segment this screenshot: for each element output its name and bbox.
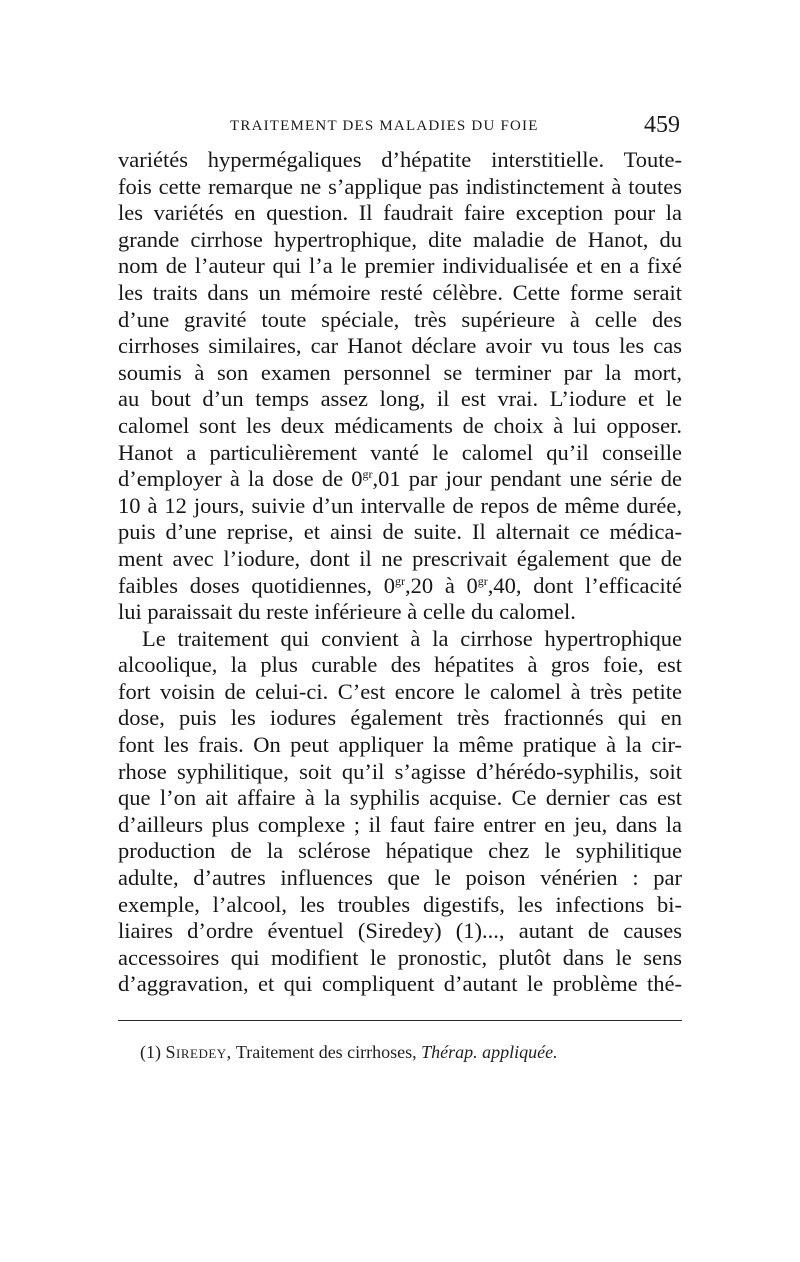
text-line: fort voisin de celui-ci. C’est encore le calomel à très petite [118,678,682,704]
text-line: nom de l’auteur qui l’a le premier individualisée et en a fixé [118,253,682,279]
superscript-gr: gr [477,573,488,588]
text-line: lui paraissait du reste inférieure à celle du calomel. [118,599,576,625]
running-title: TRAITEMENT DES MALADIES DU FOIE [230,118,539,134]
text-line: 10 à 12 jours, suivie d’un intervalle de repos de même durée, [118,492,682,518]
text-line: ment avec l’iodure, dont il ne prescrivait également que de [118,545,682,571]
footnote-marker: (1) [140,1042,161,1062]
text-line [118,466,682,493]
text-fragment: faibles doses quotidiennes, 0 [118,572,395,598]
footnote-rule [118,1020,682,1021]
text-line: variétés hypermégaliques d’hépatite interstitielle. Toute- [118,147,682,172]
superscript-gr: gr [394,573,405,588]
text-line: d’aggravation, et qui compliquent d’autant le problème thé- [118,971,682,997]
text-line: rhose syphilitique, soit qu’il s’agisse d’hérédo-syphilis, soit [118,758,682,784]
text-line: au bout d’un temps assez long, il est vrai. L’iodure et le [118,386,682,412]
text-line: adulte, d’autres influences que le poison vénérien : par [118,865,682,891]
text-line: dose, puis les iodures également très fractionnés qui en [118,705,682,731]
text-line: soumis à son examen personnel se terminer par la mort, [118,359,682,385]
text-line [118,573,682,600]
text-line: alcoolique, la plus curable des hépatites à gros foie, est [118,652,682,678]
text-line: calomel sont les deux médicaments de choix à lui opposer. [118,412,682,438]
footnote [140,1040,680,1064]
text-line: production de la sclérose hépatique chez le syphilitique [118,838,682,864]
text-line: les variétés en question. Il faudrait faire exception pour la [118,200,682,226]
text-line: grande cirrhose hypertrophique, dite maladie de Hanot, du [118,226,682,252]
running-head [118,112,680,142]
footnote-title: Traitement des cirrhoses, [235,1042,417,1062]
text-line: cirrhoses similaires, car Hanot déclare avoir vu tous les cas [118,333,682,359]
text-line: liaires d’ordre éventuel (Siredey) (1)..., autant de causes [118,918,682,944]
text-line: font les frais. On peut appliquer la même pratique à la cir- [118,732,682,758]
page-number: 459 [644,112,680,138]
text-line: Le traitement qui convient à la cirrhose hypertrophique [142,625,682,651]
text-line: les traits dans un mémoire resté célèbre. Cette forme serait [118,279,682,305]
text-fragment: ,40, dont l’efficacité [487,572,682,598]
body-text [118,147,682,998]
text-line: puis d’une reprise, et ainsi de suite. Il alternait ce médica- [118,519,682,545]
text-fragment: ,20 à 0 [404,572,478,598]
text-line: d’ailleurs plus complexe ; il faut faire entrer en jeu, dans la [118,811,682,837]
text-line: accessoires qui modifient le pronostic, plutôt dans le sens [118,944,682,970]
text-line: que l’on ait affaire à la syphilis acquise. Ce dernier cas est [118,785,682,811]
footnote-journal: Thérap. appliquée. [421,1042,558,1062]
text-line: fois cette remarque ne s’applique pas indistinctement à toutes [118,173,682,199]
text-line: exemple, l’alcool, les troubles digestifs, les infections bi- [118,891,682,917]
text-fragment: ,01 par jour pendant une série de [372,466,682,492]
text-line: Hanot a particulièrement vanté le calomel qu’il conseille [118,439,682,465]
superscript-gr: gr [362,467,373,482]
text-line: d’une gravité toute spéciale, très supérieure à celle des [118,306,682,332]
footnote-author: Siredey, [165,1042,232,1062]
text-fragment: d’employer à la dose de 0 [118,466,363,492]
